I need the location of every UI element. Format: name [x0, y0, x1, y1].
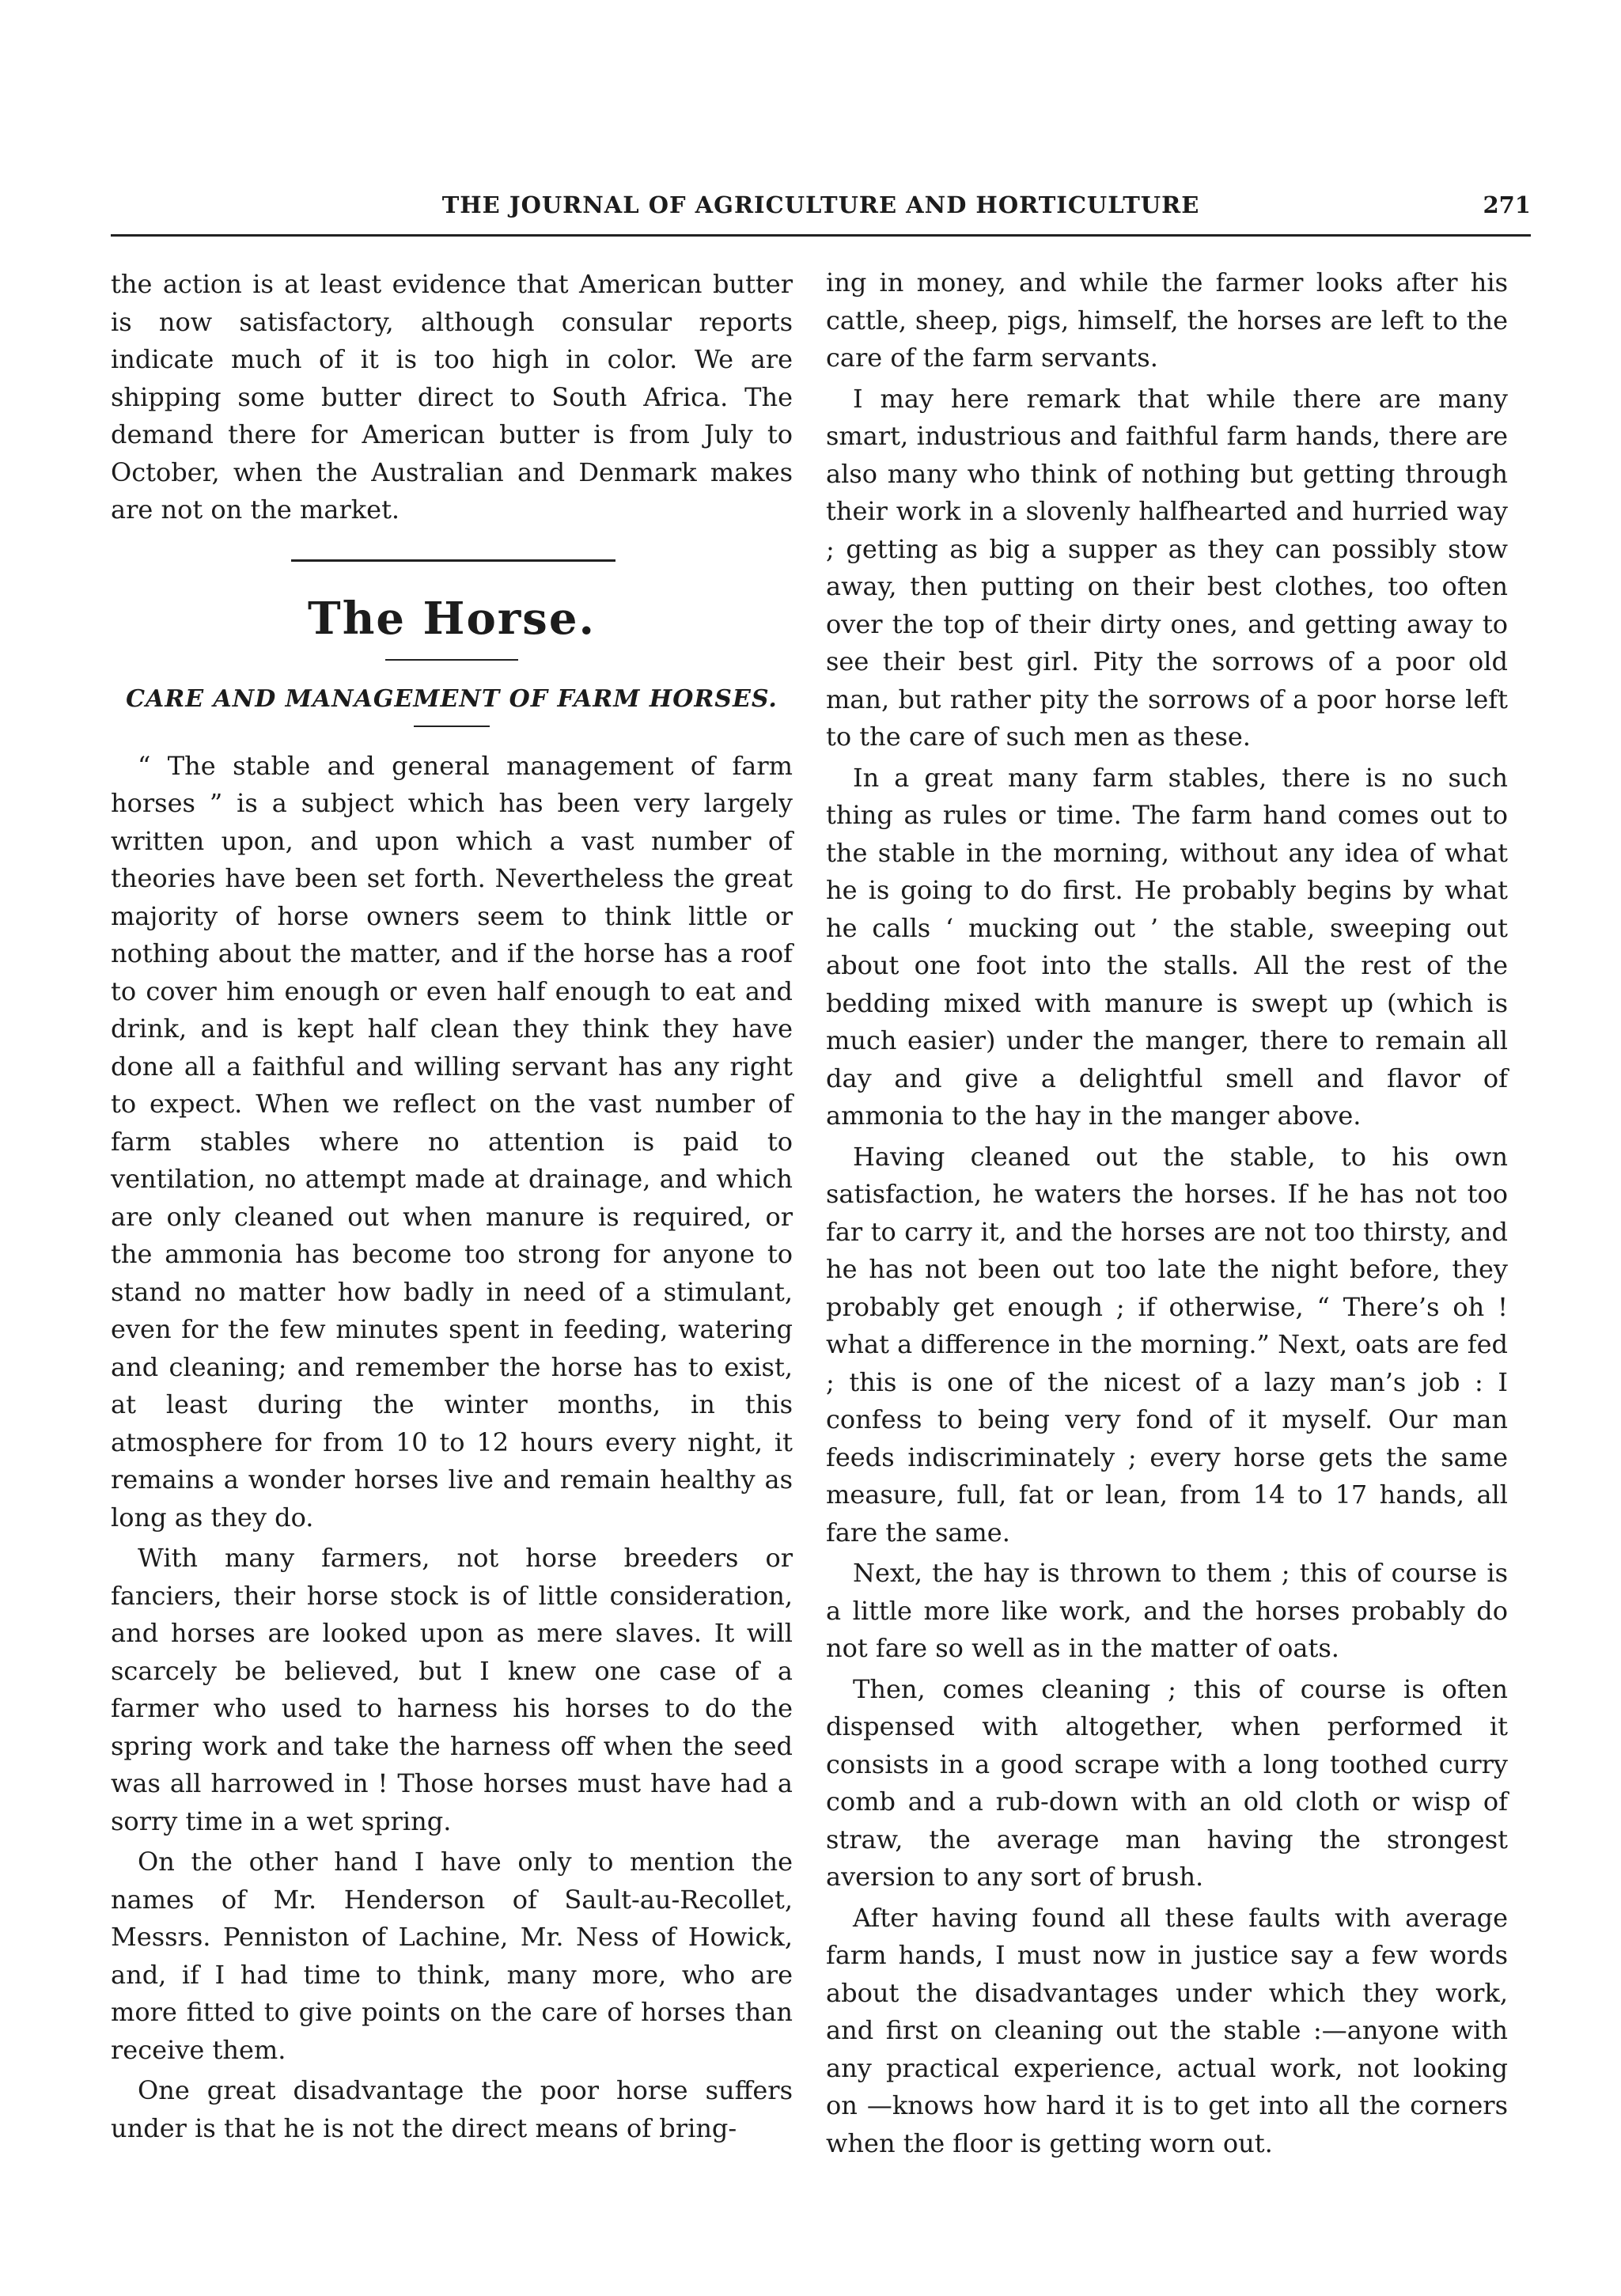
article-paragraph: With many farmers, not horse breeders or fanciers, their horse stock is of little consideration, and horses are looked upon as mere slaves. It will scarcely be believed, but I knew one case of a farmer who used to harness his horses to do the spring work and take the harness off when the seed was all harrowed in ! Those horses must have had a sorry time in a wet spring. [111, 1543, 793, 1836]
article-paragraph: After having found all these faults with average farm hands, I must now in justice say a few words about the disadvantages under which they work, and first on cleaning out the stable :—anyone with any practical experience, actual work, not looking on —knows how hard it is to get into all the corners when the floor is getting worn out. [826, 1902, 1508, 2158]
section-title-rule [385, 659, 518, 661]
article-paragraph: One great disadvantage the poor horse suffers under is that he is not the direct means of bring- [111, 2075, 793, 2143]
article-paragraph: “ The stable and general management of farm horses ” is a subject which has been very largely written upon, and upon which a vast number of theories have been set forth. Nevertheless the great majority of horse owners seem to think little or nothing about the matter, and if the horse has a roof to cover him enough or even half enough to eat and drink, and is kept half clean they think they have done all a faithful and willing servant has any right to expect. When we reflect on the vast number of farm stables where no attention is paid to ventilation, no attempt made at drainage, and which are only cleaned out when manure is required, or the ammonia has become too strong for anyone to stand no matter how badly in need of a stimulant, even for the few minutes spent in feeding, watering and cleaning; and remember the horse has to exist, at least during the winter months, in this atmosphere for from 10 to 12 hours every night, it remains a wonder horses live and remain healthy as long as they do. [111, 750, 793, 1533]
page-number: 271 [1483, 191, 1531, 218]
article-paragraph: Then, comes cleaning ; this of course is often dispensed with altogether, when performed it consists in a good scrape with a long toothed curry comb and a rub-down with an old cloth or wisp of straw, the average man having the strongest aversion to any sort of brush. [826, 1673, 1508, 1892]
article-paragraph: In a great many farm stables, there is no such thing as rules or time. The farm hand comes out to the stable in the morning, without any idea of what he is going to do first. He probably begins by what he calls ‘ mucking out ’ the stable, sweeping out about one foot into the stalls. All the rest of the bedding mixed with manure is swept up (which is much easier) under the manger, there to remain all day and give a delightful smell and flavor of ammonia to the hay in the manger above. [826, 762, 1508, 1131]
article-paragraph: I may here remark that while there are many smart, industrious and faithful farm hands, there are also many who think of nothing but getting through their work in a slovenly halfhearted and hurried way ; getting as big a supper as they can possibly stow away, then putting on their best clothes, too often over the top of their dirty ones, and getting away to see their best girl. Pity the sorrows of a poor old man, but rather pity the sorrows of a poor horse left to the care of such men as these. [826, 383, 1508, 752]
article-title-rule [414, 726, 490, 727]
article-paragraph: ing in money, and while the farmer looks after his cattle, sheep, pigs, himself, the horses are left to the care of the farm servants. [826, 267, 1508, 373]
butter-paragraph: the action is at least evidence that American butter is now satisfactory, although consular reports indicate much of it is too high in color. We are shipping some butter direct to South Africa. The demand there for American butter is from July to October, when the Australian and Denmark makes are not on the market. [111, 269, 793, 525]
article-paragraph: Next, the hay is thrown to them ; this of course is a little more like work, and the horses probably do not fare so well as in the matter of oats. [826, 1558, 1508, 1663]
article-paragraph: On the other hand I have only to mention the names of Mr. Henderson of Sault-au-Recollet, Messrs. Penniston of Lachine, Mr. Ness of Howick, and, if I had time to think, many more, who are more fitted to give points on the care of horses than receive them. [111, 1847, 793, 2065]
left-column [111, 266, 793, 2147]
journal-title: THE JOURNAL OF AGRICULTURE AND HORTICULTURE [441, 191, 1200, 218]
section-title: The Horse. [308, 592, 596, 645]
divider-line [291, 559, 615, 562]
header-rule [111, 234, 1531, 237]
article-title: CARE AND MANAGEMENT OF FARM HORSES. [126, 684, 778, 713]
running-header [111, 191, 1531, 223]
section-divider [111, 548, 793, 572]
article-paragraph: Having cleaned out the stable, to his own satisfaction, he waters the horses. If he has not too far to carry it, and the horses are not too thirsty, and he has not been out too late the night before, they probably get enough ; if otherwise, “ There’s oh ! what a difference in the morning.” Next, oats are fed ; this is one of the nicest of a lazy man’s job : I confess to being very fond of it myself. Our man feeds indiscriminately ; every horse gets the same measure, full, fat or lean, from 14 to 17 hands, all fare the same. [826, 1141, 1508, 1548]
right-column [826, 264, 1508, 2162]
